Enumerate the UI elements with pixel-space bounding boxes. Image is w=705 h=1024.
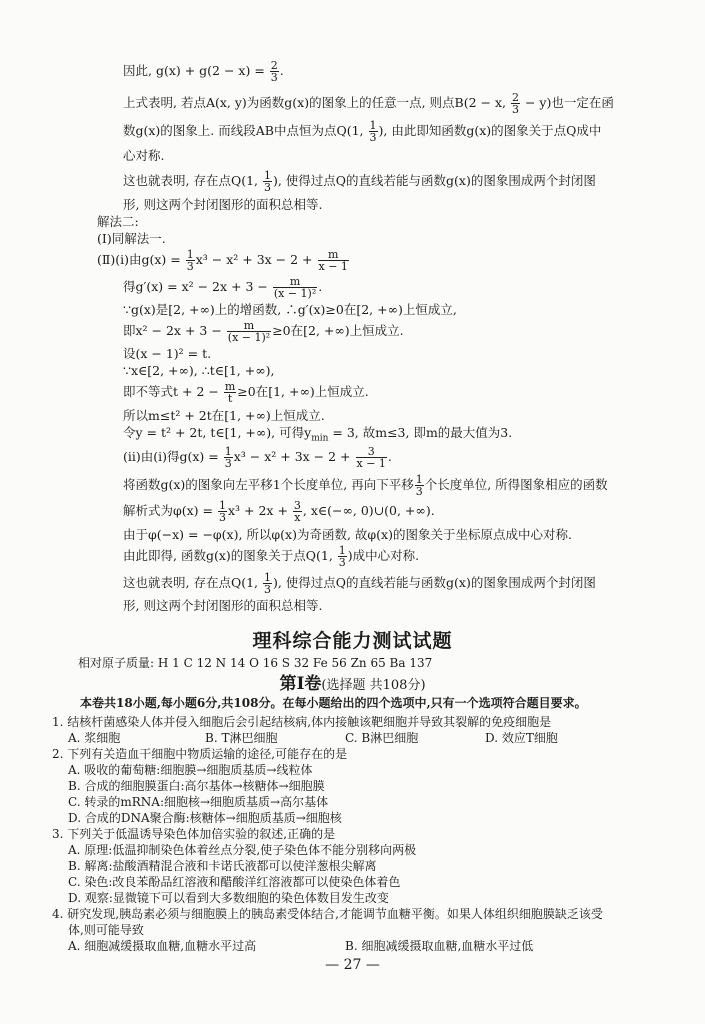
text: 上式表明, 若点A(x, y)为函数g(x)的图象上的任意一点, 则点B(2 − x, <box>123 95 510 110</box>
question-line <box>68 794 328 810</box>
math-line <box>123 474 608 497</box>
numerator: 1 <box>224 445 232 458</box>
option-b: B. T淋巴细胞 <box>205 731 278 745</box>
fraction <box>318 249 349 272</box>
numerator: m <box>227 320 271 332</box>
fraction <box>263 170 272 193</box>
text: − y)也一定在函 <box>520 95 614 110</box>
math-line <box>123 425 513 444</box>
math-line <box>123 598 322 614</box>
text: 2. 下列有关造血干细胞中物质运输的途径,可能存在的是 <box>52 747 348 761</box>
numerator: 1 <box>263 169 271 182</box>
math-line <box>123 197 322 213</box>
text: x³ − x² + 3x − 2 + <box>195 252 317 267</box>
math-line <box>97 214 139 230</box>
math-line <box>123 408 325 424</box>
math-line <box>123 381 369 404</box>
question-line <box>68 874 400 890</box>
option-a: A. 浆细胞 <box>68 731 121 745</box>
fraction <box>511 92 520 115</box>
math-line <box>123 170 596 193</box>
numerator: 1 <box>338 544 346 557</box>
numerator: 1 <box>263 571 271 584</box>
text: 设(x − 1)² = t. <box>123 346 212 361</box>
text: 数g(x)的图象上. 而线段AB中点恒为点Q(1, <box>123 123 368 138</box>
math-line <box>123 320 404 343</box>
text: 4. 研究发现,胰岛素必须与细胞膜上的胰岛素受体结合,才能调节血糖平衡。如果人体组织细胞膜缺乏该受 <box>52 907 603 921</box>
text: 解法二: <box>97 214 139 229</box>
numerator: 1 <box>369 119 377 132</box>
text: 这也就表明, 存在点Q(1, <box>123 173 262 188</box>
text: A. 吸收的葡萄糖:细胞膜→细胞质基质→线粒体 <box>68 763 313 777</box>
text: 即不等式t + 2 − <box>123 384 223 399</box>
text: 因此, g(x) + g(2 − x) = <box>123 63 269 78</box>
math-line <box>123 60 284 83</box>
fraction <box>263 572 272 595</box>
question-line <box>52 714 551 730</box>
atomic-mass: 相对原子质量: H 1 C 12 N 14 O 16 S 32 Fe 56 Zn 65 Ba 137 <box>78 656 433 670</box>
denominator: x − 1 <box>318 260 348 273</box>
math-line <box>123 545 419 568</box>
text: ≥0在[1, +∞)上恒成立. <box>237 384 369 399</box>
text: 心对称. <box>123 148 165 163</box>
text: = 3, 故m≤3, 即m的最大值为3. <box>328 425 513 440</box>
denominator: 3 <box>186 260 194 273</box>
subscript: min <box>311 433 329 444</box>
math-line <box>123 446 392 469</box>
option-d: D. 效应T细胞 <box>485 731 558 745</box>
text: C. 转录的mRNA:细胞核→细胞质基质→高尔基体 <box>68 795 329 809</box>
text: 个长度单位, 所得图象相应的函数 <box>424 477 608 492</box>
text: 由此即得, 函数g(x)的图象关于点Q(1, <box>123 548 337 563</box>
fraction <box>227 320 271 343</box>
text: ), 由此即知函数g(x)的图象关于点Q成中 <box>378 123 602 138</box>
option-c: C. B淋巴细胞 <box>345 731 419 745</box>
text: x³ − x² + 3x − 2 + <box>233 449 355 464</box>
text: 即x² − 2x + 3 − <box>123 323 226 338</box>
numerator: 1 <box>186 248 194 261</box>
denominator: t <box>227 392 233 405</box>
text: (Ⅱ)(ⅰ)由g(x) = <box>97 252 185 267</box>
question-line <box>68 778 325 794</box>
question-line <box>68 842 416 858</box>
option-a: A. 细胞减缓摄取血糖,血糖水平过高 <box>68 939 257 953</box>
question-line <box>68 922 144 938</box>
denominator: 3 <box>218 511 226 524</box>
denominator: (x − 1)² <box>227 331 271 344</box>
text: 由于φ(−x) = −φ(x), 所以φ(x)为奇函数, 故φ(x)的图象关于坐标原点成中心对称. <box>123 527 572 542</box>
question-line <box>52 906 603 922</box>
text: ), 使得过点Q的直线若能与函数g(x)的图象围成两个封闭图 <box>272 173 596 188</box>
volume-subtitle: (选择题 共108分) <box>321 678 426 693</box>
question-line <box>68 858 377 874</box>
text: ∵g(x)是[2, +∞)上的增函数, ∴g′(x)≥0在[2, +∞)上恒成立, <box>123 302 457 317</box>
fraction <box>224 381 236 404</box>
denominator: 3 <box>369 131 377 144</box>
fraction <box>186 249 195 272</box>
text: 得g′(x) = x² − 2x + 3 − <box>123 279 272 294</box>
denominator: 3 <box>270 71 278 84</box>
volume-title: 第Ⅰ卷 <box>279 674 322 694</box>
numerator: 3 <box>293 499 301 512</box>
fraction <box>224 446 233 469</box>
fraction <box>415 474 424 497</box>
numerator: 1 <box>415 473 423 486</box>
denominator: 3 <box>415 485 423 498</box>
numerator: m <box>224 380 236 393</box>
math-line <box>123 120 601 143</box>
numerator: 2 <box>511 91 519 104</box>
text: 令y = t² + 2t, t∈[1, +∞), 可得y <box>123 425 312 440</box>
denominator: x <box>294 511 301 524</box>
math-line <box>123 363 274 379</box>
math-line <box>123 276 322 299</box>
question-line <box>68 890 389 906</box>
text: (Ⅰ)同解法一. <box>97 231 166 246</box>
fraction <box>338 545 347 568</box>
fraction <box>273 276 317 299</box>
text: 形, 则这两个封闭图形的面积总相等. <box>123 197 323 212</box>
fraction <box>270 60 279 83</box>
text: B. 解离:盐酸酒精混合液和卡诺氏液都可以使洋葱根尖解离 <box>68 859 377 873</box>
numerator: m <box>273 276 317 288</box>
text: 形, 则这两个封闭图形的面积总相等. <box>123 598 323 613</box>
text: D. 合成的DNA聚合酶:核糖体→细胞质基质→细胞核 <box>68 811 342 825</box>
numerator: m <box>318 249 349 261</box>
denominator: 3 <box>511 103 519 116</box>
text: . <box>279 63 284 78</box>
text: 解析式为φ(x) = <box>123 503 217 518</box>
text: , x∈(−∞, 0)∪(0, +∞). <box>302 503 435 518</box>
fraction <box>369 120 378 143</box>
numerator: 1 <box>218 499 226 512</box>
denominator: 3 <box>338 556 346 569</box>
text: 将函数g(x)的图象向左平移1个长度单位, 再向下平移 <box>123 477 414 492</box>
math-line <box>123 346 211 362</box>
text: x³ + 2x + <box>227 503 292 518</box>
text: (ⅱ)由(ⅰ)得g(x) = <box>123 449 223 464</box>
denominator: (x − 1)² <box>273 287 317 300</box>
text: C. 染色:改良苯酚品红溶液和醋酸洋红溶液都可以使染色体着色 <box>68 875 401 889</box>
math-line <box>123 500 435 523</box>
question-line <box>68 810 342 826</box>
text: 这也就表明, 存在点Q(1, <box>123 575 262 590</box>
denominator: x − 1 <box>356 457 386 470</box>
text: 体,则可能导致 <box>68 923 144 937</box>
math-line <box>123 572 596 595</box>
math-line <box>123 92 614 115</box>
denominator: 3 <box>263 181 271 194</box>
option-b: B. 细胞减缓摄取血糖,血糖水平过低 <box>345 939 534 953</box>
denominator: 3 <box>263 583 271 596</box>
text: ), 使得过点Q的直线若能与函数g(x)的图象围成两个封闭图 <box>272 575 596 590</box>
text: ≥0在[2, +∞)上恒成立. <box>272 323 404 338</box>
numerator: 3 <box>356 446 387 458</box>
fraction <box>356 446 387 469</box>
text: 3. 下列关于低温诱导染色体加倍实验的叙述,正确的是 <box>52 827 336 841</box>
fraction <box>293 500 302 523</box>
text: D. 观察:显微镜下可以看到大多数细胞的染色体数目发生改变 <box>68 891 389 905</box>
text: B. 合成的细胞膜蛋白:高尔基体→核糖体→细胞膜 <box>68 779 325 793</box>
text: . <box>318 279 323 294</box>
question-line <box>52 826 335 842</box>
math-line <box>123 302 457 318</box>
denominator: 3 <box>224 457 232 470</box>
text: ∵x∈[2, +∞), ∴t∈[1, +∞), <box>123 363 275 378</box>
math-line <box>97 231 166 247</box>
volume-heading <box>0 674 705 696</box>
question-line <box>52 746 347 762</box>
numerator: 2 <box>270 59 278 72</box>
math-line <box>123 148 164 164</box>
instructions: 本卷共18小题,每小题6分,共108分。在每小题给出的四个选项中,只有一个选项符合题目要求。 <box>80 696 587 710</box>
text: A. 原理:低温抑制染色体着丝点分裂,使子染色体不能分别移向两极 <box>68 843 417 857</box>
text: . <box>387 449 392 464</box>
text: )成中心对称. <box>347 548 420 563</box>
text: 所以m≤t² + 2t在[1, +∞)上恒成立. <box>123 408 325 423</box>
question-line <box>68 762 312 778</box>
fraction <box>218 500 227 523</box>
text: 1. 结核杆菌感染人体并侵入细胞后会引起结核病,体内接触该靶细胞并导致其裂解的免疫细胞是 <box>52 715 552 729</box>
math-line <box>123 527 572 543</box>
page-number: — 27 — <box>325 957 380 973</box>
math-line <box>97 249 350 272</box>
exam-title: 理科综合能力测试试题 <box>252 630 453 652</box>
